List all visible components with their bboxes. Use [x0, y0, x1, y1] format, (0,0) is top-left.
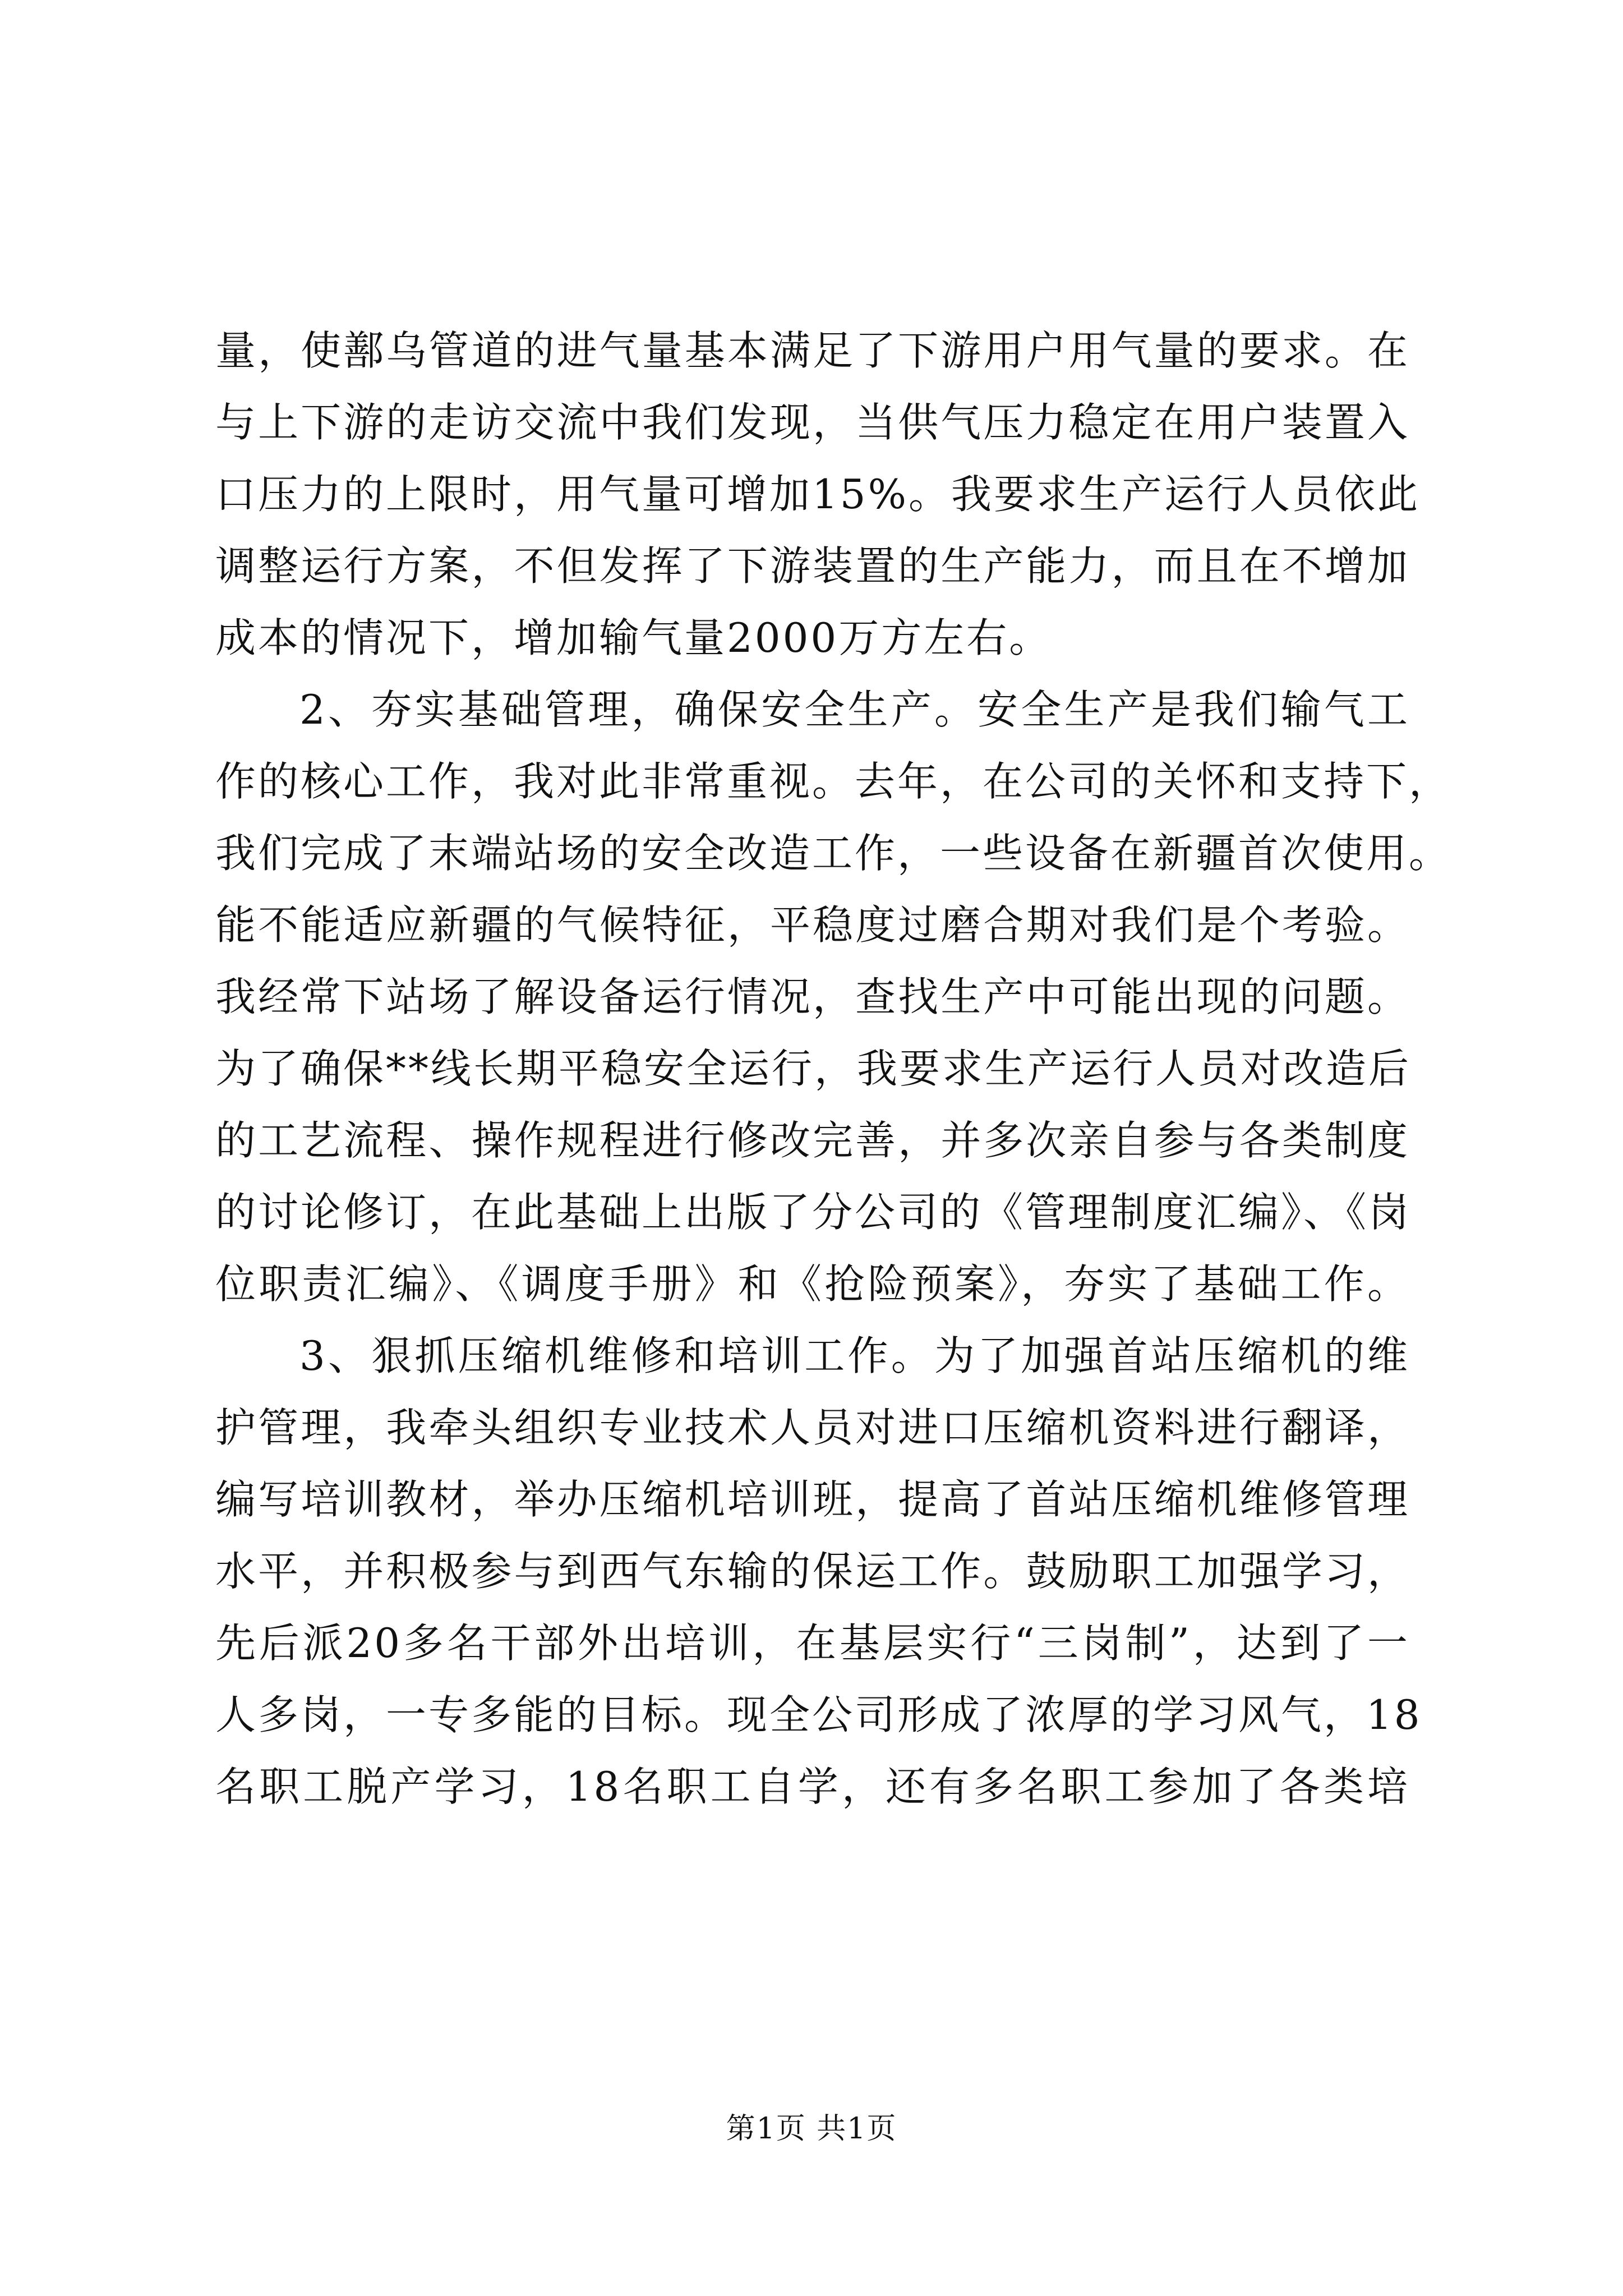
- text-line: 人多岗，一专多能的目标。现全公司形成了浓厚的学习风气，18: [215, 1691, 1422, 1738]
- text-line: 口压力的上限时，用气量可增加15%。我要求生产运行人员依此: [215, 471, 1421, 518]
- text-line: 作的核心工作，我对此非常重视。去年，在公司的关怀和支持下，: [215, 758, 1452, 805]
- paragraph-start-line: 3、狠抓压缩机维修和培训工作。为了加强首站压缩机的维: [299, 1332, 1410, 1379]
- text-line: 成本的情况下，增加输气量2000万方左右。: [215, 614, 1052, 661]
- text-line: 名职工脱产学习，18名职工自学，还有多名职工参加了各类培: [215, 1763, 1410, 1810]
- text-line: 能不能适应新疆的气候特征，平稳度过磨合期对我们是个考验。: [215, 901, 1410, 949]
- text-line: 编写培训教材，举办压缩机培训班，提高了首站压缩机维修管理: [215, 1476, 1410, 1523]
- text-line: 我们完成了末端站场的安全改造工作，一些设备在新疆首次使用。: [215, 830, 1452, 877]
- text-line: 为了确保**线长期平稳安全运行，我要求生产运行人员对改造后: [215, 1045, 1412, 1092]
- paragraph-start-line: 2、夯实基础管理，确保安全生产。安全生产是我们输气工: [299, 686, 1410, 733]
- text-line: 位职责汇编》、《调度手册》和《抢险预案》，夯实了基础工作。: [215, 1260, 1410, 1308]
- text-line: 的讨论修订，在此基础上出版了分公司的《管理制度汇编》、《岗: [215, 1189, 1412, 1236]
- text-line: 我经常下站场了解设备运行情况，查找生产中可能出现的问题。: [215, 973, 1410, 1020]
- text-line: 调整运行方案，不但发挥了下游装置的生产能力，而且在不增加: [215, 542, 1410, 590]
- text-line: 与上下游的走访交流中我们发现，当供气压力稳定在用户装置入: [215, 399, 1410, 446]
- text-line: 水平，并积极参与到西气东输的保运工作。鼓励职工加强学习，: [215, 1548, 1410, 1595]
- text-line: 的工艺流程、操作规程进行修改完善，并多次亲自参与各类制度: [215, 1117, 1410, 1164]
- page-footer: 第1页 共1页: [726, 2112, 897, 2146]
- text-line: 护管理，我牵头组织专业技术人员对进口压缩机资料进行翻译，: [215, 1404, 1410, 1451]
- text-line: 先后派20多名干部外出培训，在基层实行“三岗制”，达到了一: [215, 1619, 1410, 1667]
- text-line: 量，使鄯乌管道的进气量基本满足了下游用户用气量的要求。在: [215, 327, 1410, 374]
